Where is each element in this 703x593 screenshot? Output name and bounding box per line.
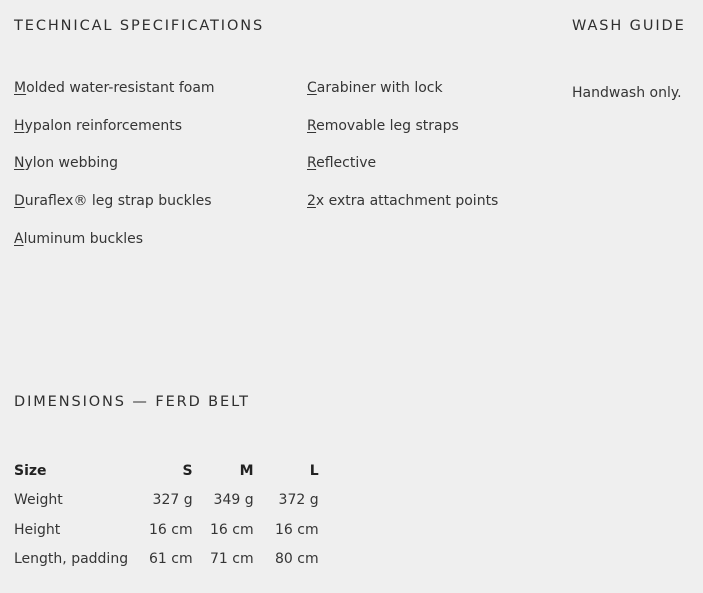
cell-l: 16 cm <box>275 521 319 538</box>
wash-guide-heading: WASH GUIDE <box>572 18 686 34</box>
spec-item-molded-foam <box>14 80 215 96</box>
spec-item-text: ypalon reinforcements <box>24 118 183 134</box>
spec-item-attachment-points <box>307 193 498 209</box>
spec-item-text: arabiner with lock <box>316 80 443 96</box>
row-label: Height <box>14 521 61 538</box>
spec-item-text: eflective <box>316 155 377 171</box>
spec-item-carabiner <box>307 80 443 96</box>
table-row <box>14 515 319 545</box>
table-row <box>14 545 319 575</box>
spec-item-nylon <box>14 155 118 171</box>
cell-s: 16 cm <box>149 521 193 538</box>
spec-item-duraflex <box>14 193 212 209</box>
technical-specifications-heading: TECHNICAL SPECIFICATIONS <box>14 18 265 34</box>
cell-m: 16 cm <box>210 521 254 538</box>
cell-s: 327 g <box>152 492 193 509</box>
row-label: Length, padding <box>14 551 129 568</box>
row-label: Weight <box>14 492 63 509</box>
cell-l: 372 g <box>278 492 319 509</box>
spec-item-initial: N <box>14 155 25 171</box>
spec-item-text: luminum buckles <box>23 231 144 247</box>
dimensions-table <box>14 456 319 574</box>
table-row <box>14 486 319 516</box>
cell-m: 71 cm <box>210 551 254 568</box>
spec-item-text: x extra attachment points <box>315 193 499 209</box>
spec-item-initial: R <box>307 155 317 171</box>
spec-item-text: uraflex® leg strap buckles <box>24 193 212 209</box>
spec-item-aluminum <box>14 231 143 247</box>
spec-item-initial: R <box>307 118 317 134</box>
spec-item-initial: A <box>14 231 24 247</box>
header-s: S <box>182 462 193 479</box>
spec-item-initial: D <box>14 193 25 209</box>
cell-l: 80 cm <box>275 551 319 568</box>
spec-item-initial: H <box>14 118 25 134</box>
spec-item-initial: M <box>14 80 27 96</box>
spec-item-text: emovable leg straps <box>316 118 459 134</box>
spec-item-leg-straps <box>307 118 459 134</box>
dimensions-heading: DIMENSIONS — FERD BELT <box>14 394 250 410</box>
spec-item-text: olded water-resistant foam <box>26 80 215 96</box>
header-size: Size <box>14 462 47 479</box>
spec-item-initial: 2 <box>307 193 316 209</box>
header-m: M <box>239 462 254 479</box>
cell-m: 349 g <box>213 492 254 509</box>
wash-guide-text: Handwash only. <box>572 85 682 101</box>
spec-item-reflective <box>307 155 376 171</box>
header-l: L <box>309 462 319 479</box>
spec-item-hypalon <box>14 118 182 134</box>
spec-item-text: ylon webbing <box>24 155 119 171</box>
cell-s: 61 cm <box>149 551 193 568</box>
spec-item-initial: C <box>307 80 317 96</box>
table-header-row <box>14 456 319 486</box>
